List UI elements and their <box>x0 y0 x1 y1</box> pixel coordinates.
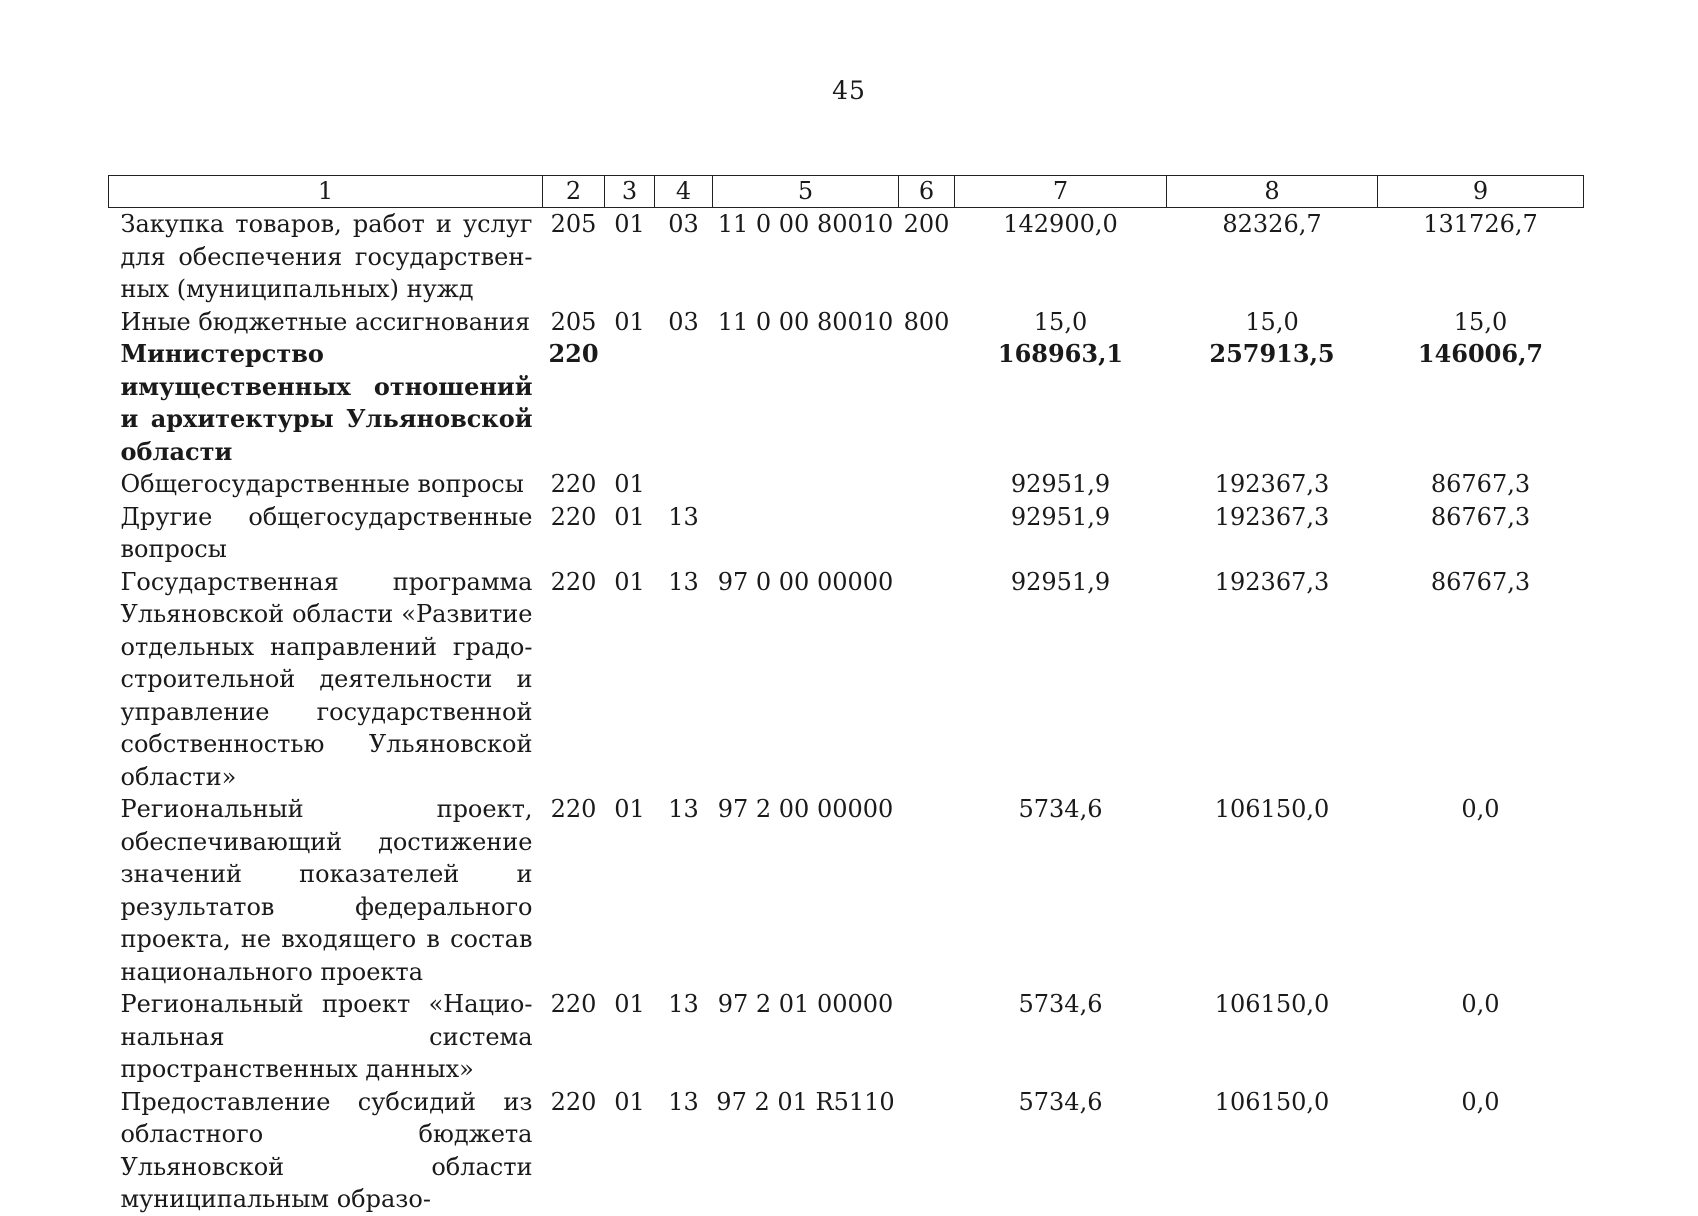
row-code-6 <box>899 566 955 794</box>
row-code-6 <box>899 793 955 988</box>
row-code-2: 220 <box>550 795 597 823</box>
row-code-4: 13 <box>668 502 699 531</box>
row-value-7: 92951,9 <box>1010 502 1111 531</box>
row-code-2: 205 <box>550 307 597 336</box>
row-value-8: 15,0 <box>1245 307 1299 336</box>
row-value-8: 192367,3 <box>1214 470 1330 498</box>
row-code-4: 13 <box>668 990 699 1018</box>
row-value-9: 86767,3 <box>1430 567 1531 596</box>
header-col-2: 2 <box>543 176 605 208</box>
row-code-3: 01 <box>614 470 645 498</box>
table-row <box>109 501 1584 566</box>
row-value-8: 192367,3 <box>1214 567 1330 596</box>
row-value-8: 106150,0 <box>1214 990 1330 1018</box>
row-code-4: 13 <box>668 567 699 596</box>
row-value-9: 86767,3 <box>1430 502 1531 531</box>
row-value-9: 146006,7 <box>1417 339 1544 368</box>
row-value-7: 5734,6 <box>1018 795 1103 823</box>
row-name: Общегосударственные вопросы <box>120 470 524 498</box>
row-code-5: 97 2 01 R5110 <box>716 1087 895 1116</box>
row-code-2: 220 <box>548 339 599 368</box>
row-code-3: 01 <box>614 307 645 336</box>
header-col-7: 7 <box>955 176 1167 208</box>
header-col-9: 9 <box>1378 176 1584 208</box>
header-col-4: 4 <box>655 176 713 208</box>
row-code-4 <box>655 338 713 468</box>
row-code-2: 220 <box>550 470 597 498</box>
row-code-6 <box>899 468 955 501</box>
row-code-4 <box>655 468 713 501</box>
row-code-2: 220 <box>550 1087 597 1116</box>
row-value-9: 86767,3 <box>1430 470 1531 498</box>
row-code-2: 220 <box>550 502 597 531</box>
row-code-3: 01 <box>614 502 645 531</box>
row-code-5: 97 2 00 00000 <box>717 795 894 823</box>
row-code-5 <box>713 338 899 468</box>
table-row <box>109 988 1584 1086</box>
table-body <box>109 208 1584 1216</box>
row-value-7: 5734,6 <box>1018 1087 1103 1116</box>
row-code-4: 03 <box>668 307 699 336</box>
row-code-6: 200 <box>903 210 950 238</box>
row-code-2: 220 <box>550 990 597 1018</box>
row-value-7: 168963,1 <box>997 339 1124 368</box>
header-col-5: 5 <box>713 176 899 208</box>
row-code-6 <box>899 501 955 566</box>
row-code-5: 11 0 00 80010 <box>717 210 894 238</box>
row-code-3: 01 <box>614 795 645 823</box>
table-row <box>109 793 1584 988</box>
row-value-7: 142900,0 <box>1003 210 1118 238</box>
row-value-8: 106150,0 <box>1214 795 1330 823</box>
row-code-5: 11 0 00 80010 <box>717 307 894 336</box>
row-value-7: 92951,9 <box>1010 470 1111 498</box>
page-number: 45 <box>832 76 866 105</box>
row-code-5: 97 0 00 00000 <box>717 567 894 596</box>
header-col-8: 8 <box>1167 176 1378 208</box>
row-code-3: 01 <box>614 1087 645 1116</box>
row-code-3 <box>605 338 655 468</box>
header-row <box>109 176 1584 208</box>
row-name: Региональный проект «Национальная система пространственных данных» <box>120 990 533 1083</box>
row-value-8: 106150,0 <box>1214 1087 1330 1116</box>
row-value-8: 192367,3 <box>1214 502 1330 531</box>
row-code-5 <box>713 501 899 566</box>
row-code-3: 01 <box>614 567 645 596</box>
row-name: Закупка товаров, работ и услуг для обеспечения государственных (муниципальных) нужд <box>120 210 533 303</box>
table-row <box>109 208 1584 306</box>
row-code-4: 13 <box>668 1087 699 1116</box>
row-code-2: 220 <box>550 567 597 596</box>
row-code-6 <box>899 1086 955 1216</box>
table-row <box>109 1086 1584 1216</box>
header-col-1: 1 <box>109 176 543 208</box>
row-code-3: 01 <box>614 210 645 238</box>
row-name: Государственная программа Ульяновской области «Развитие отдельных направлений градостроительной деятельности и управление государственной собственностью Ульяновской области» <box>120 567 533 791</box>
row-value-7: 92951,9 <box>1010 567 1111 596</box>
table-row <box>109 468 1584 501</box>
row-name: Иные бюджетные ассигнования <box>120 307 531 336</box>
row-code-6: 800 <box>903 307 950 336</box>
table-row <box>109 338 1584 468</box>
row-code-5 <box>713 468 899 501</box>
header-col-6: 6 <box>899 176 955 208</box>
row-code-6 <box>899 338 955 468</box>
row-code-6 <box>899 988 955 1086</box>
row-name: Предоставление субсидий из областного бюджета Ульяновской области муниципальным образо- <box>120 1087 533 1213</box>
table-row <box>109 566 1584 794</box>
row-value-8: 82326,7 <box>1222 210 1322 238</box>
row-code-4: 13 <box>668 795 699 823</box>
row-value-9: 15,0 <box>1453 307 1508 336</box>
row-value-9: 0,0 <box>1461 1087 1500 1116</box>
row-value-9: 0,0 <box>1461 795 1500 823</box>
row-value-8: 257913,5 <box>1209 339 1335 368</box>
row-name: Региональный проект, обеспечивающий достижение значений показателей и результатов федерального проекта, не входящего в состав национального проекта <box>120 795 533 986</box>
table-header <box>109 176 1584 208</box>
row-code-3: 01 <box>614 990 645 1018</box>
row-name: Другие общегосударственные вопросы <box>120 502 533 563</box>
row-code-2: 205 <box>550 210 597 238</box>
row-code-5: 97 2 01 00000 <box>717 990 894 1018</box>
row-value-9: 131726,7 <box>1423 210 1538 238</box>
header-col-3: 3 <box>605 176 655 208</box>
row-value-7: 5734,6 <box>1018 990 1103 1018</box>
row-value-9: 0,0 <box>1461 990 1500 1018</box>
budget-table <box>108 175 1584 1216</box>
row-code-4: 03 <box>668 210 699 238</box>
row-value-7: 15,0 <box>1033 307 1088 336</box>
table-row <box>109 306 1584 339</box>
row-name: Министерство имущественных отношений и архитектуры Ульяновской области <box>120 339 533 466</box>
